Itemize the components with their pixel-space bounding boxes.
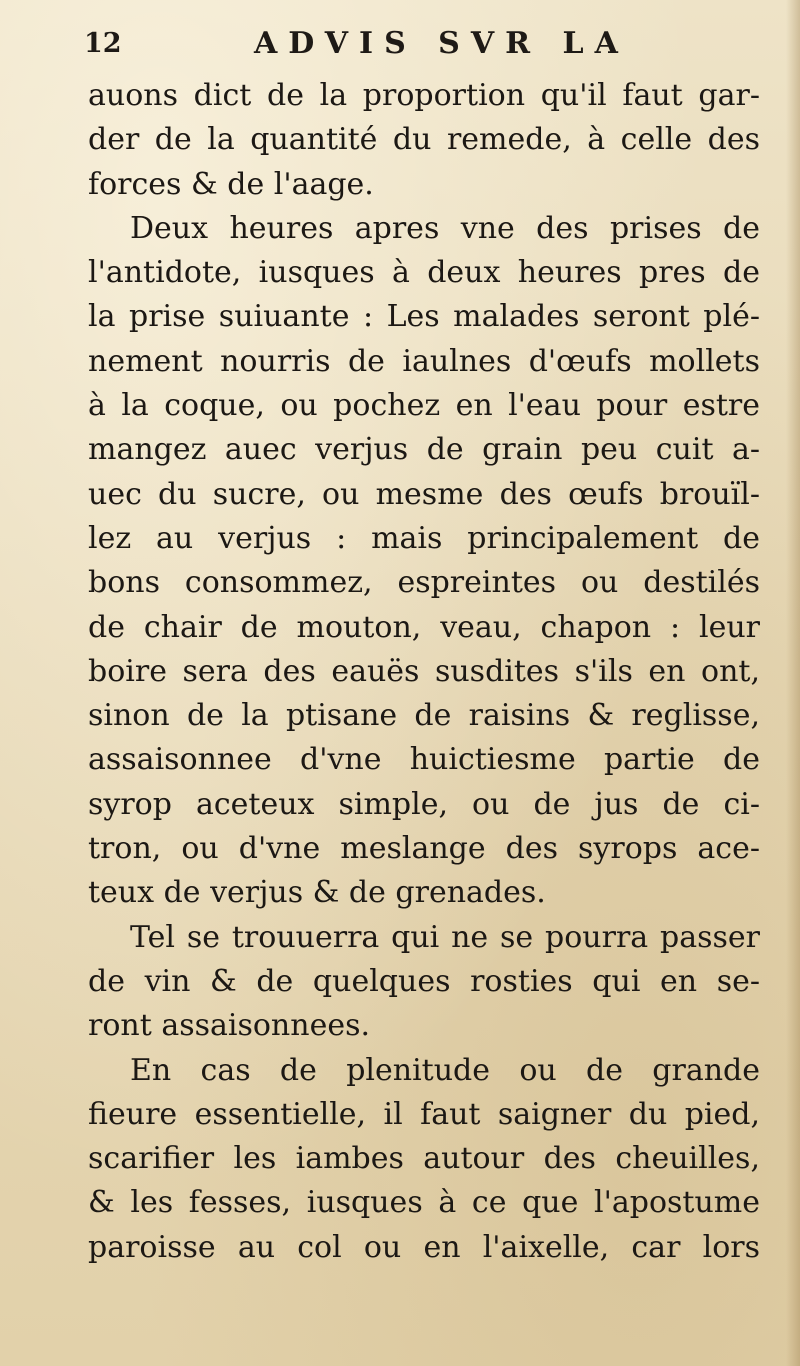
text-line: nement nourris de iaulnes d'œufs mollets [88,343,760,379]
text-line: lez au verjus : mais principalement de [88,520,760,556]
text-line: scarifier les iambes autour des cheuilles, [88,1141,760,1177]
text-line: ront assaisonnees. [88,1008,371,1044]
body-text [88,74,760,1270]
text-line: forces & de l'aage. [88,166,374,202]
running-head [84,26,734,66]
text-line: assaisonnee d'vne huictiesme partie de [88,742,760,778]
text-line: Deux heures apres vne des prises de [130,210,760,246]
text-line: syrop aceteux simple, ou de jus de ci- [88,786,760,822]
text-line: & les fesses, iusques à ce que l'apostume [88,1185,760,1221]
text-line: uec du sucre, ou mesme des œufs brouïl- [88,476,760,512]
text-line: auons dict de la proportion qu'il faut gar- [88,78,760,113]
text-line: teux de verjus & de grenades. [88,875,546,911]
text-line: En cas de plenitude ou de grande [130,1052,760,1088]
text-line: Tel se trouuerra qui ne se pourra passer [130,919,760,955]
text-line: à la coque, ou pochez en l'eau pour estre [88,388,760,424]
running-title: ADVIS SVR LA [254,26,629,61]
page-edge-shadow [786,0,800,1366]
text-line: l'antidote, iusques à deux heures pres de [88,255,760,291]
text-line: tron, ou d'vne meslange des syrops ace- [88,831,760,867]
text-line: bons consommez, espreintes ou destilés [88,565,760,601]
text-line: der de la quantité du remede, à celle des [88,122,760,158]
text-line: paroisse au col ou en l'aixelle, car lors [88,1229,760,1265]
page-number: 12 [84,28,122,59]
text-line: mangez auec verjus de grain peu cuit a- [88,432,760,468]
text-line: de vin & de quelques rosties qui en se- [88,963,760,999]
text-line: fieure essentielle, il faut saigner du pied, [88,1096,760,1132]
text-line: la prise suiuante : Les malades seront plé- [88,299,760,335]
text-line: sinon de la ptisane de raisins & reglisse, [88,698,760,734]
text-line: boire sera des eauës susdites s'ils en ont, [88,653,760,689]
text-line: de chair de mouton, veau, chapon : leur [88,609,760,645]
